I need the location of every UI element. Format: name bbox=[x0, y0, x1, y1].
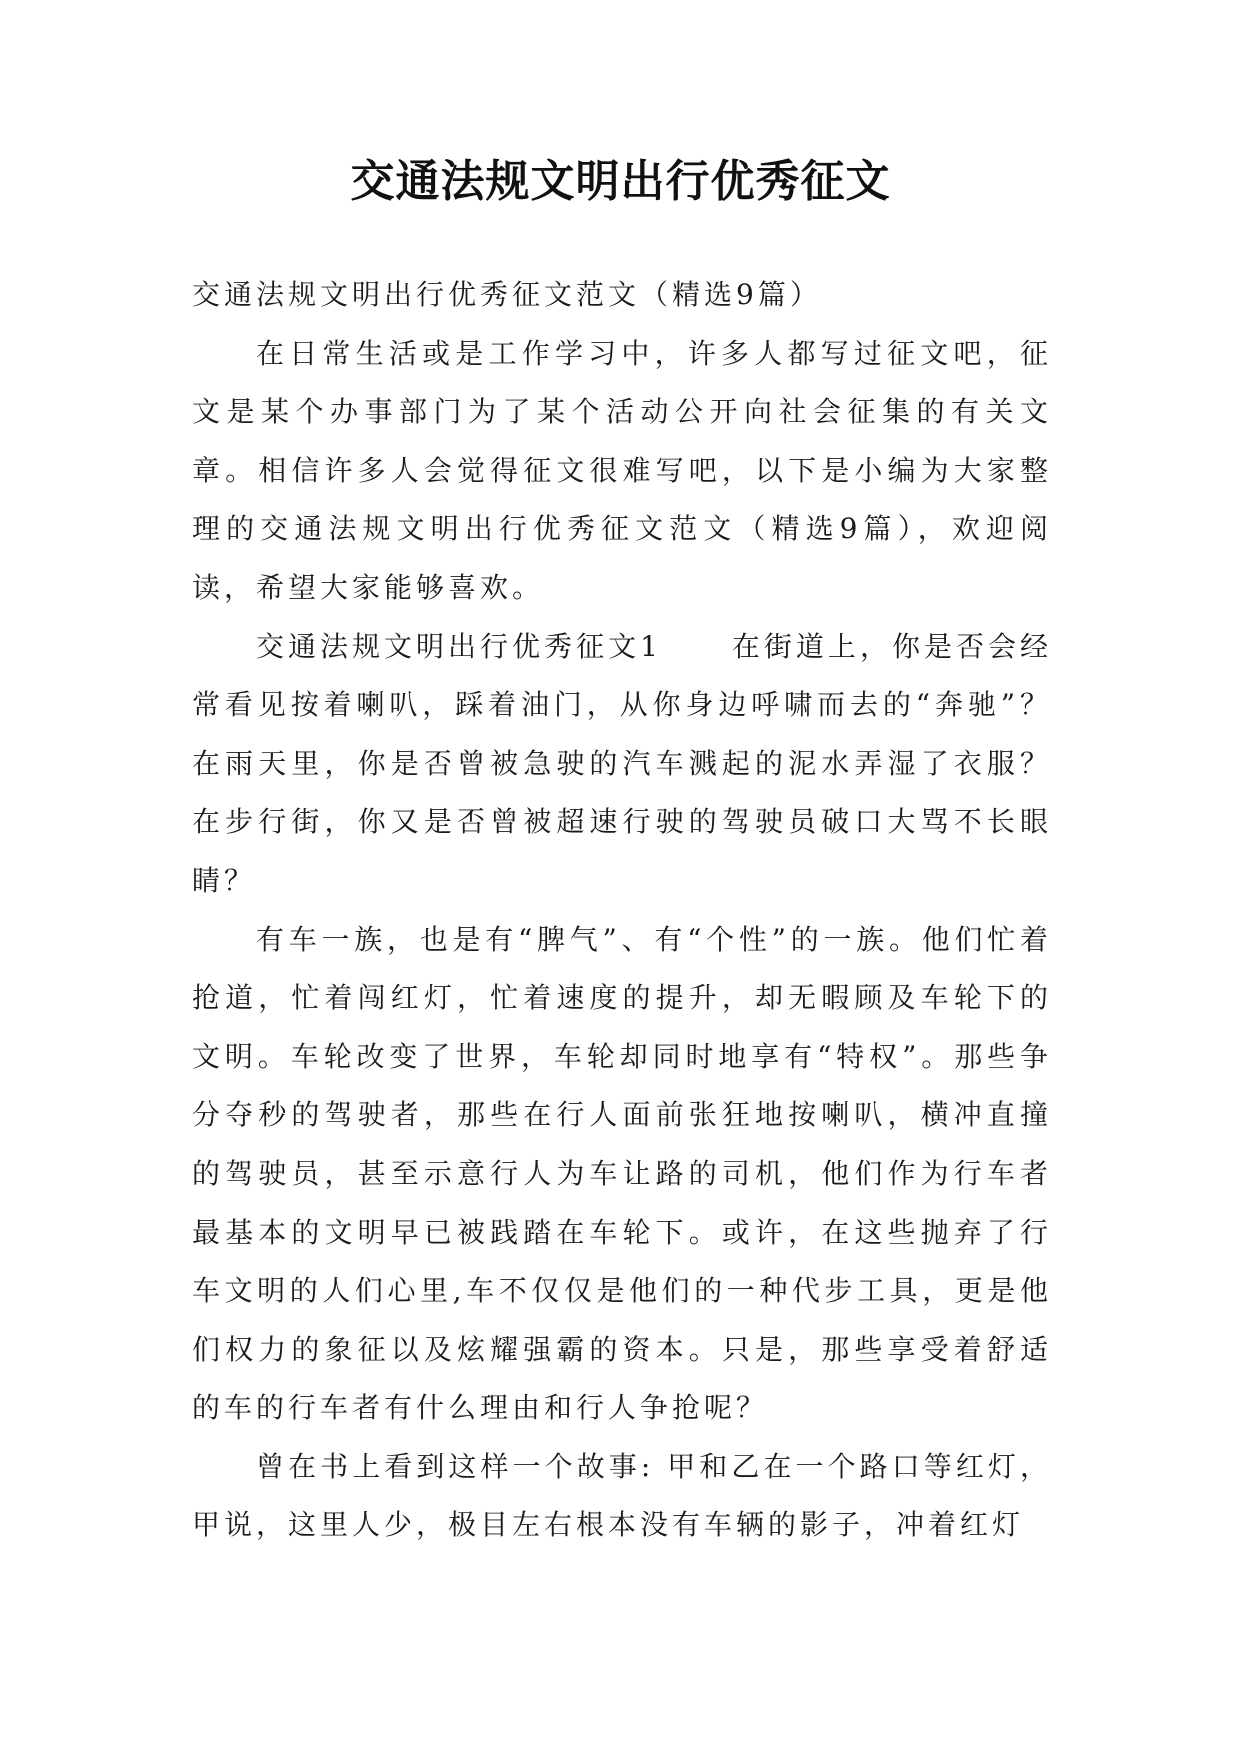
essay-1-first-paragraph bbox=[192, 618, 1052, 911]
document-title: 交通法规文明出行优秀征文 bbox=[350, 156, 891, 207]
intro-paragraph: 在日常生活或是工作学习中，许多人都写过征文吧，征文是某个办事部门为了某个活动公开向社会征集的有关文章。相信许多人会觉得征文很难写吧，以下是小编为大家整理的交通法规文明出行优秀征文范文（精选9篇），欢迎阅读，希望大家能够喜欢。 bbox=[192, 336, 1052, 604]
document-body bbox=[192, 266, 1052, 1555]
essay-1-paragraph-2: 有车一族，也是有“脾气”、有“个性”的一族。他们忙着抢道，忙着闯红灯，忙着速度的提升，却无暇顾及车轮下的文明。车轮改变了世界，车轮却同时地享有“特权”。那些争分夺秒的驾驶者，那些在行人面前张狂地按喇叭，横冲直撞的驾驶员，甚至示意行人为车让路的司机，他们作为行车者最基本的文明早已被践踏在车轮下。或许，在这些抛弃了行车文明的人们心里,车不仅仅是他们的一种代步工具，更是他们权力的象征以及炫耀强霸的资本。只是，那些享受着舒适的车的行车者有什么理由和行人争抢呢？ bbox=[192, 922, 1052, 1425]
essay-1-paragraph-3: 曾在书上看到这样一个故事: 甲和乙在一个路口等红灯，甲说，这里人少，极目左右根本没有车辆的影子，冲着红灯 bbox=[192, 1449, 1052, 1542]
document-subtitle: 交通法规文明出行优秀征文范文（精选9篇） bbox=[192, 278, 822, 311]
essay-1-paragraph-1: 在街道上，你是否会经常看见按着喇叭，踩着油门，从你身边呼啸而去的“奔驰”？在雨天里，你是否曾被急驶的汽车溅起的泥水弄湿了衣服？在步行街，你又是否曾被超速行驶的驾驶员破口大骂不长眼睛？ bbox=[192, 629, 1052, 897]
essay-1-heading: 交通法规文明出行优秀征文1 bbox=[256, 629, 662, 663]
